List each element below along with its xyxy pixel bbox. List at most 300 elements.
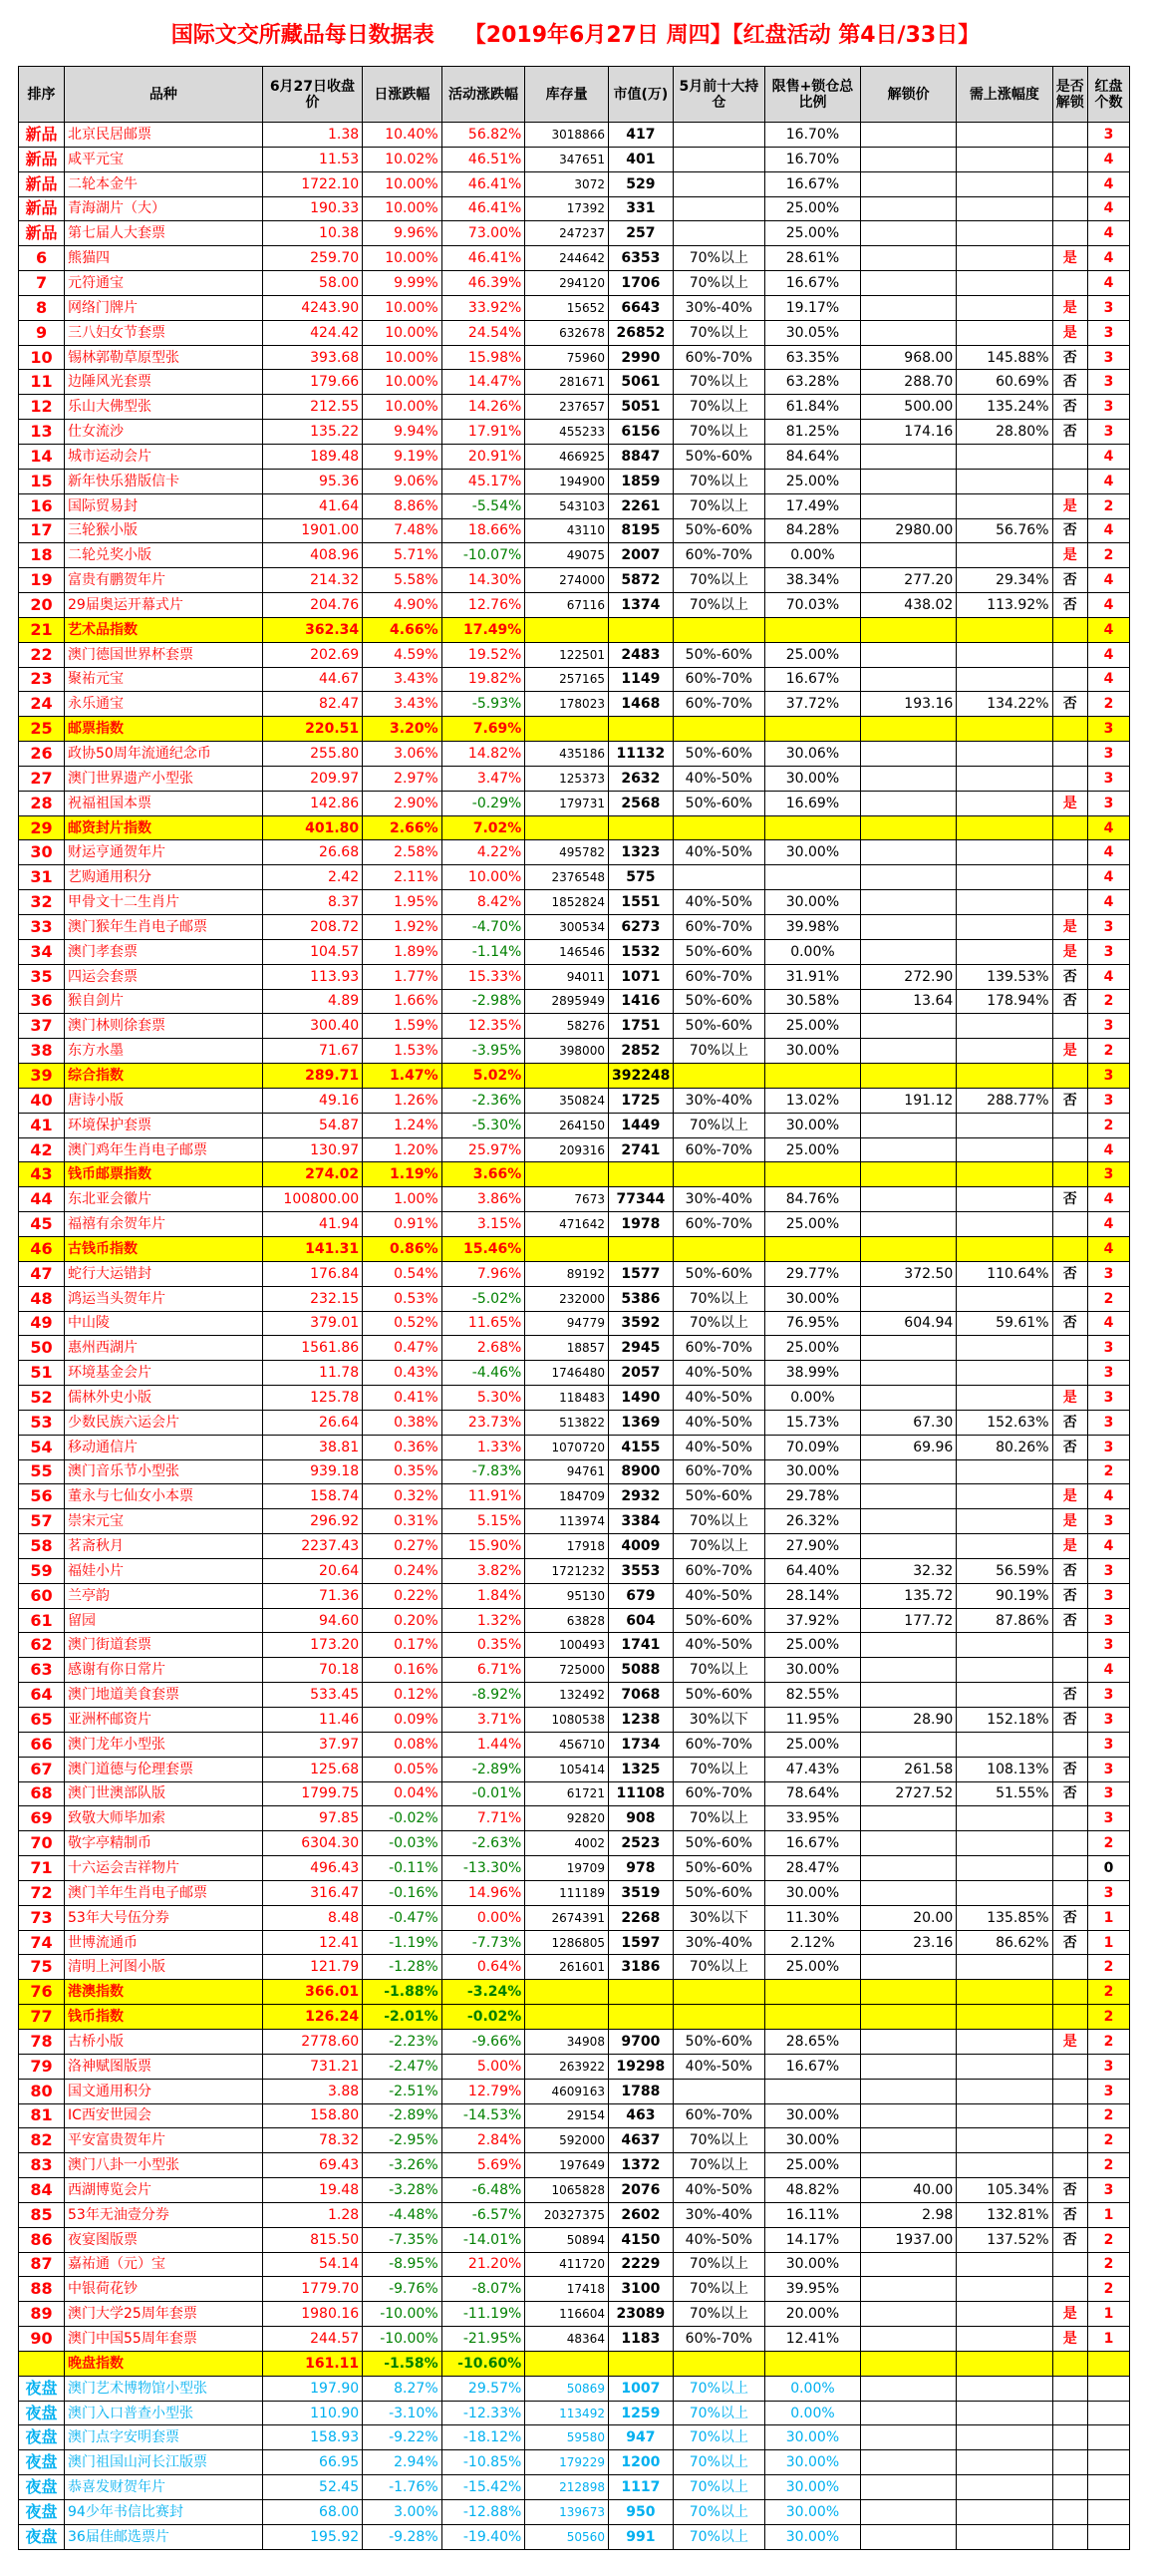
cell-top-holders: 60%-70%: [673, 543, 764, 568]
cell-required-rise: [957, 2475, 1052, 2500]
cell-red-count: 4: [1088, 593, 1130, 618]
cell-unlocked: 是: [1052, 2302, 1088, 2327]
cell-unlocked: [1052, 1955, 1088, 1980]
cell-top-holders: 70%以上: [673, 370, 764, 395]
cell-name: 钱币邮票指数: [65, 1162, 263, 1187]
cell-red-count: 3: [1088, 1064, 1130, 1089]
cell-red-count: 3: [1088, 1088, 1130, 1113]
table-row: [19, 1137, 1130, 1162]
cell-top-holders: 40%-50%: [673, 1410, 764, 1435]
cell-name: 元符通宝: [65, 271, 263, 296]
cell-close: 97.85: [262, 1806, 362, 1831]
cell-locked-ratio: 30.00%: [764, 1286, 860, 1311]
cell-name: 澳门羊年生肖电子邮票: [65, 1880, 263, 1905]
table-row: [19, 147, 1130, 171]
cell-daily-change: -9.76%: [363, 2277, 441, 2302]
cell-daily-change: 1.20%: [363, 1137, 441, 1162]
cell-inventory: 1065828: [525, 2178, 609, 2203]
cell-inventory: 92820: [525, 1806, 609, 1831]
table-row: [19, 989, 1130, 1014]
cell-close: 176.84: [262, 1261, 362, 1286]
table-row: [19, 766, 1130, 791]
cell-unlocked: [1052, 2450, 1088, 2475]
cell-inventory: [525, 1064, 609, 1089]
cell-name: 53年无油壹分券: [65, 2202, 263, 2227]
cell-close: 54.87: [262, 1113, 362, 1137]
cell-unlocked: [1052, 1980, 1088, 2005]
cell-red-count: 4: [1088, 469, 1130, 493]
cell-inventory: 274000: [525, 568, 609, 593]
cell-name: 古桥小版: [65, 2029, 263, 2054]
cell-required-rise: [957, 1236, 1052, 1261]
cell-rank: 夜盘: [19, 2500, 65, 2525]
cell-activity-change: 10.00%: [441, 865, 525, 890]
cell-top-holders: 60%-70%: [673, 1459, 764, 1484]
table-header-row: [19, 67, 1130, 123]
cell-activity-change: -15.42%: [441, 2475, 525, 2500]
cell-unlock-price: [861, 815, 957, 840]
cell-red-count: 1: [1088, 2202, 1130, 2227]
cell-close: 362.34: [262, 617, 362, 642]
cell-unlock-price: [861, 2128, 957, 2153]
cell-name: 北京民居邮票: [65, 123, 263, 148]
cell-close: 1980.16: [262, 2302, 362, 2327]
cell-market-cap: 3519: [608, 1880, 673, 1905]
cell-name: 富贵有鹏贺年片: [65, 568, 263, 593]
cell-activity-change: -7.83%: [441, 1459, 525, 1484]
cell-required-rise: [957, 2277, 1052, 2302]
cell-rank: 69: [19, 1806, 65, 1831]
cell-name: 儒林外史小版: [65, 1386, 263, 1411]
cell-unlocked: [1052, 1880, 1088, 1905]
cell-top-holders: 70%以上: [673, 2302, 764, 2327]
cell-activity-change: 14.26%: [441, 395, 525, 420]
cell-inventory: 263922: [525, 2054, 609, 2079]
cell-red-count: 4: [1088, 1311, 1130, 1336]
cell-activity-change: -9.66%: [441, 2029, 525, 2054]
table-row: [19, 2079, 1130, 2103]
cell-close: 1.38: [262, 123, 362, 148]
cell-top-holders: 70%以上: [673, 1534, 764, 1559]
cell-daily-change: 1.47%: [363, 1064, 441, 1089]
table-row: [19, 742, 1130, 767]
cell-top-holders: 30%-40%: [673, 1088, 764, 1113]
cell-rank: 新品: [19, 147, 65, 171]
cell-locked-ratio: 30.00%: [764, 766, 860, 791]
cell-daily-change: -2.95%: [363, 2128, 441, 2153]
cell-market-cap: 1449: [608, 1113, 673, 1137]
cell-top-holders: 30%-40%: [673, 1930, 764, 1955]
cell-close: 135.22: [262, 420, 362, 445]
table-row: [19, 568, 1130, 593]
cell-required-rise: [957, 2327, 1052, 2352]
cell-daily-change: 10.40%: [363, 123, 441, 148]
cell-locked-ratio: 84.28%: [764, 518, 860, 543]
cell-unlock-price: [861, 1137, 957, 1162]
cell-market-cap: 2741: [608, 1137, 673, 1162]
cell-market-cap: 5061: [608, 370, 673, 395]
cell-close: 113.93: [262, 964, 362, 989]
cell-unlocked: [1052, 1658, 1088, 1683]
cell-close: 379.01: [262, 1311, 362, 1336]
cell-market-cap: [608, 717, 673, 742]
cell-activity-change: -10.07%: [441, 543, 525, 568]
cell-top-holders: 50%-60%: [673, 989, 764, 1014]
table-row: [19, 345, 1130, 370]
cell-daily-change: 2.94%: [363, 2450, 441, 2475]
cell-rank: 28: [19, 791, 65, 815]
cell-unlock-price: [861, 2079, 957, 2103]
cell-unlock-price: 191.12: [861, 1088, 957, 1113]
cell-locked-ratio: 25.00%: [764, 2153, 860, 2178]
cell-locked-ratio: 28.14%: [764, 1583, 860, 1608]
cell-market-cap: 9700: [608, 2029, 673, 2054]
cell-daily-change: -2.89%: [363, 2103, 441, 2128]
cell-required-rise: [957, 147, 1052, 171]
cell-unlocked: 否: [1052, 1311, 1088, 1336]
cell-red-count: 2: [1088, 1039, 1130, 1064]
cell-daily-change: -0.11%: [363, 1856, 441, 1881]
cell-unlock-price: [861, 1162, 957, 1187]
cell-red-count: 3: [1088, 717, 1130, 742]
cell-red-count: 3: [1088, 1732, 1130, 1757]
cell-unlocked: [1052, 865, 1088, 890]
cell-activity-change: 17.49%: [441, 617, 525, 642]
cell-close: 3.88: [262, 2079, 362, 2103]
cell-market-cap: 1978: [608, 1212, 673, 1237]
cell-top-holders: 70%以上: [673, 1757, 764, 1781]
cell-activity-change: 1.32%: [441, 1608, 525, 1633]
cell-rank: 39: [19, 1064, 65, 1089]
cell-unlock-price: [861, 1534, 957, 1559]
cell-locked-ratio: 30.00%: [764, 2475, 860, 2500]
cell-required-rise: [957, 742, 1052, 767]
cell-top-holders: 70%以上: [673, 493, 764, 518]
cell-close: 26.64: [262, 1410, 362, 1435]
cell-rank: 63: [19, 1658, 65, 1683]
cell-unlocked: [1052, 1831, 1088, 1856]
cell-red-count: 4: [1088, 1534, 1130, 1559]
cell-name: 艺术品指数: [65, 617, 263, 642]
cell-red-count: 4: [1088, 1484, 1130, 1509]
cell-red-count: 2: [1088, 1459, 1130, 1484]
cell-inventory: 63828: [525, 1608, 609, 1633]
cell-red-count: [1088, 2401, 1130, 2425]
cell-unlocked: 否: [1052, 568, 1088, 593]
cell-close: 1901.00: [262, 518, 362, 543]
cell-daily-change: 10.00%: [363, 395, 441, 420]
col-header-close: 6月27日收盘价: [262, 67, 362, 123]
cell-unlock-price: 604.94: [861, 1311, 957, 1336]
cell-inventory: 94011: [525, 964, 609, 989]
cell-activity-change: -0.02%: [441, 2005, 525, 2030]
cell-activity-change: 5.30%: [441, 1386, 525, 1411]
cell-daily-change: -1.19%: [363, 1930, 441, 1955]
cell-close: 37.97: [262, 1732, 362, 1757]
cell-unlocked: [1052, 444, 1088, 469]
cell-locked-ratio: 16.70%: [764, 123, 860, 148]
cell-inventory: 61721: [525, 1781, 609, 1806]
cell-name: 世博流通币: [65, 1930, 263, 1955]
cell-daily-change: -10.00%: [363, 2327, 441, 2352]
cell-required-rise: [957, 915, 1052, 940]
cell-rank: 6: [19, 246, 65, 271]
cell-rank: 夜盘: [19, 2401, 65, 2425]
cell-rank: 85: [19, 2202, 65, 2227]
cell-activity-change: -12.88%: [441, 2500, 525, 2525]
cell-red-count: 2: [1088, 1980, 1130, 2005]
cell-rank: 43: [19, 1162, 65, 1187]
cell-locked-ratio: 0.00%: [764, 939, 860, 964]
col-header-name: 品种: [65, 67, 263, 123]
cell-red-count: 4: [1088, 221, 1130, 246]
cell-unlocked: [1052, 1286, 1088, 1311]
cell-inventory: [525, 617, 609, 642]
cell-unlocked: [1052, 890, 1088, 915]
cell-name: 青海湖片（大）: [65, 196, 263, 221]
cell-red-count: 4: [1088, 815, 1130, 840]
cell-unlocked: 否: [1052, 1930, 1088, 1955]
cell-top-holders: 70%以上: [673, 1286, 764, 1311]
cell-unlocked: 否: [1052, 1187, 1088, 1212]
cell-name: 财运亨通贺年片: [65, 840, 263, 865]
cell-daily-change: 1.77%: [363, 964, 441, 989]
cell-required-rise: [957, 2153, 1052, 2178]
cell-name: 福禧有余贺年片: [65, 1212, 263, 1237]
col-header-rank: 排序: [19, 67, 65, 123]
cell-red-count: 3: [1088, 1781, 1130, 1806]
cell-unlock-price: [861, 1459, 957, 1484]
cell-activity-change: 20.91%: [441, 444, 525, 469]
cell-red-count: 3: [1088, 766, 1130, 791]
cell-market-cap: 2632: [608, 766, 673, 791]
cell-required-rise: [957, 543, 1052, 568]
cell-inventory: 4609163: [525, 2079, 609, 2103]
cell-unlock-price: [861, 1361, 957, 1386]
cell-top-holders: 40%-50%: [673, 2054, 764, 2079]
cell-required-rise: [957, 295, 1052, 320]
cell-daily-change: 0.53%: [363, 1286, 441, 1311]
cell-required-rise: 135.85%: [957, 1905, 1052, 1930]
cell-name: 嘉祐通（元）宝: [65, 2252, 263, 2277]
cell-unlocked: [1052, 617, 1088, 642]
cell-rank: 77: [19, 2005, 65, 2030]
cell-unlocked: [1052, 2277, 1088, 2302]
cell-locked-ratio: 16.67%: [764, 667, 860, 692]
cell-close: 300.40: [262, 1014, 362, 1039]
cell-rank: 9: [19, 320, 65, 345]
cell-top-holders: 70%以上: [673, 2450, 764, 2475]
cell-inventory: 20327375: [525, 2202, 609, 2227]
cell-unlocked: [1052, 1212, 1088, 1237]
cell-unlock-price: 177.72: [861, 1608, 957, 1633]
cell-market-cap: 1149: [608, 667, 673, 692]
cell-inventory: 2674391: [525, 1905, 609, 1930]
cell-top-holders: 50%-60%: [673, 1856, 764, 1881]
cell-market-cap: 3553: [608, 1558, 673, 1583]
cell-market-cap: 3186: [608, 1955, 673, 1980]
cell-name: 澳门艺术博物馆小型张: [65, 2376, 263, 2401]
col-header-activity-change: 活动涨跌幅: [441, 67, 525, 123]
cell-required-rise: 51.55%: [957, 1781, 1052, 1806]
cell-market-cap: 4637: [608, 2128, 673, 2153]
cell-close: 208.72: [262, 915, 362, 940]
cell-top-holders: 40%-50%: [673, 1386, 764, 1411]
cell-red-count: 3: [1088, 1261, 1130, 1286]
cell-close: 1.28: [262, 2202, 362, 2227]
cell-market-cap: 2602: [608, 2202, 673, 2227]
table-row: [19, 1856, 1130, 1881]
cell-market-cap: 2523: [608, 1831, 673, 1856]
cell-locked-ratio: 16.69%: [764, 791, 860, 815]
cell-daily-change: -10.00%: [363, 2302, 441, 2327]
cell-close: 26.68: [262, 840, 362, 865]
cell-rank: 62: [19, 1633, 65, 1658]
cell-market-cap: 6643: [608, 295, 673, 320]
cell-rank: 44: [19, 1187, 65, 1212]
cell-activity-change: -5.02%: [441, 1286, 525, 1311]
cell-rank: 32: [19, 890, 65, 915]
cell-unlocked: [1052, 2079, 1088, 2103]
cell-close: 173.20: [262, 1633, 362, 1658]
cell-locked-ratio: 13.02%: [764, 1088, 860, 1113]
cell-activity-change: -0.01%: [441, 1781, 525, 1806]
table-row: [19, 1708, 1130, 1733]
cell-rank: 23: [19, 667, 65, 692]
cell-required-rise: 113.92%: [957, 593, 1052, 618]
cell-inventory: 49075: [525, 543, 609, 568]
cell-inventory: 48364: [525, 2327, 609, 2352]
table-row: [19, 1905, 1130, 1930]
cell-rank: 夜盘: [19, 2425, 65, 2450]
cell-locked-ratio: [764, 617, 860, 642]
cell-unlocked: [1052, 2103, 1088, 2128]
cell-close: 195.92: [262, 2524, 362, 2549]
cell-required-rise: [957, 1336, 1052, 1361]
cell-locked-ratio: 76.95%: [764, 1311, 860, 1336]
cell-top-holders: 60%-70%: [673, 1732, 764, 1757]
cell-daily-change: -9.28%: [363, 2524, 441, 2549]
cell-daily-change: 4.66%: [363, 617, 441, 642]
cell-locked-ratio: 25.00%: [764, 221, 860, 246]
cell-daily-change: 10.00%: [363, 345, 441, 370]
cell-activity-change: -8.92%: [441, 1683, 525, 1708]
cell-activity-change: -18.12%: [441, 2425, 525, 2450]
cell-required-rise: [957, 444, 1052, 469]
cell-unlock-price: [861, 1633, 957, 1658]
cell-close: 6304.30: [262, 1831, 362, 1856]
table-row: [19, 593, 1130, 618]
cell-unlock-price: 135.72: [861, 1583, 957, 1608]
cell-market-cap: 1374: [608, 593, 673, 618]
cell-daily-change: 1.92%: [363, 915, 441, 940]
cell-inventory: 50894: [525, 2227, 609, 2252]
cell-required-rise: [957, 1162, 1052, 1187]
cell-close: 189.48: [262, 444, 362, 469]
cell-rank: 83: [19, 2153, 65, 2178]
cell-close: 1799.75: [262, 1781, 362, 1806]
cell-top-holders: 70%以上: [673, 469, 764, 493]
cell-unlock-price: [861, 840, 957, 865]
cell-market-cap: 257: [608, 221, 673, 246]
cell-activity-change: -10.85%: [441, 2450, 525, 2475]
cell-activity-change: 17.91%: [441, 420, 525, 445]
cell-unlocked: 否: [1052, 420, 1088, 445]
cell-unlocked: 否: [1052, 395, 1088, 420]
cell-market-cap: 1751: [608, 1014, 673, 1039]
cell-required-rise: 59.61%: [957, 1311, 1052, 1336]
col-header-daily-change: 日涨跌幅: [363, 67, 441, 123]
cell-activity-change: 46.41%: [441, 246, 525, 271]
cell-top-holders: [673, 2005, 764, 2030]
cell-locked-ratio: 33.95%: [764, 1806, 860, 1831]
cell-close: 11.46: [262, 1708, 362, 1733]
cell-daily-change: 8.27%: [363, 2376, 441, 2401]
cell-close: 316.47: [262, 1880, 362, 1905]
cell-market-cap: 1577: [608, 1261, 673, 1286]
cell-activity-change: 7.71%: [441, 1806, 525, 1831]
cell-top-holders: 60%-70%: [673, 1558, 764, 1583]
cell-unlock-price: [861, 2327, 957, 2352]
table-row: [19, 667, 1130, 692]
cell-close: 94.60: [262, 1608, 362, 1633]
cell-close: 41.64: [262, 493, 362, 518]
cell-red-count: 1: [1088, 2327, 1130, 2352]
cell-red-count: 3: [1088, 2079, 1130, 2103]
cell-market-cap: 604: [608, 1608, 673, 1633]
cell-name: 二轮兑奖小版: [65, 543, 263, 568]
table-row: [19, 2475, 1130, 2500]
cell-required-rise: [957, 2103, 1052, 2128]
cell-name: 澳门孝套票: [65, 939, 263, 964]
cell-required-rise: [957, 271, 1052, 296]
cell-inventory: 2376548: [525, 865, 609, 890]
cell-activity-change: 23.73%: [441, 1410, 525, 1435]
cell-top-holders: 40%-50%: [673, 840, 764, 865]
table-row: [19, 1286, 1130, 1311]
table-row: [19, 1361, 1130, 1386]
cell-close: 1722.10: [262, 171, 362, 196]
cell-close: 408.96: [262, 543, 362, 568]
cell-unlocked: [1052, 271, 1088, 296]
cell-unlock-price: [861, 1683, 957, 1708]
cell-top-holders: 50%-60%: [673, 1484, 764, 1509]
cell-daily-change: 10.02%: [363, 147, 441, 171]
cell-locked-ratio: 30.00%: [764, 1459, 860, 1484]
cell-market-cap: 4009: [608, 1534, 673, 1559]
cell-close: 4.89: [262, 989, 362, 1014]
cell-top-holders: 50%-60%: [673, 1831, 764, 1856]
cell-inventory: 178023: [525, 692, 609, 717]
cell-top-holders: 50%-60%: [673, 1261, 764, 1286]
cell-market-cap: 2852: [608, 1039, 673, 1064]
cell-close: 158.80: [262, 2103, 362, 2128]
cell-daily-change: 0.20%: [363, 1608, 441, 1633]
cell-top-holders: 50%-60%: [673, 518, 764, 543]
cell-locked-ratio: 82.55%: [764, 1683, 860, 1708]
cell-top-holders: 40%-50%: [673, 1633, 764, 1658]
cell-rank: 10: [19, 345, 65, 370]
table-row: [19, 2450, 1130, 2475]
cell-activity-change: 14.82%: [441, 742, 525, 767]
cell-close: 11.53: [262, 147, 362, 171]
cell-rank: 31: [19, 865, 65, 890]
cell-close: 274.02: [262, 1162, 362, 1187]
cell-unlocked: [1052, 2054, 1088, 2079]
cell-close: 244.57: [262, 2327, 362, 2352]
cell-daily-change: -2.51%: [363, 2079, 441, 2103]
cell-required-rise: [957, 1361, 1052, 1386]
